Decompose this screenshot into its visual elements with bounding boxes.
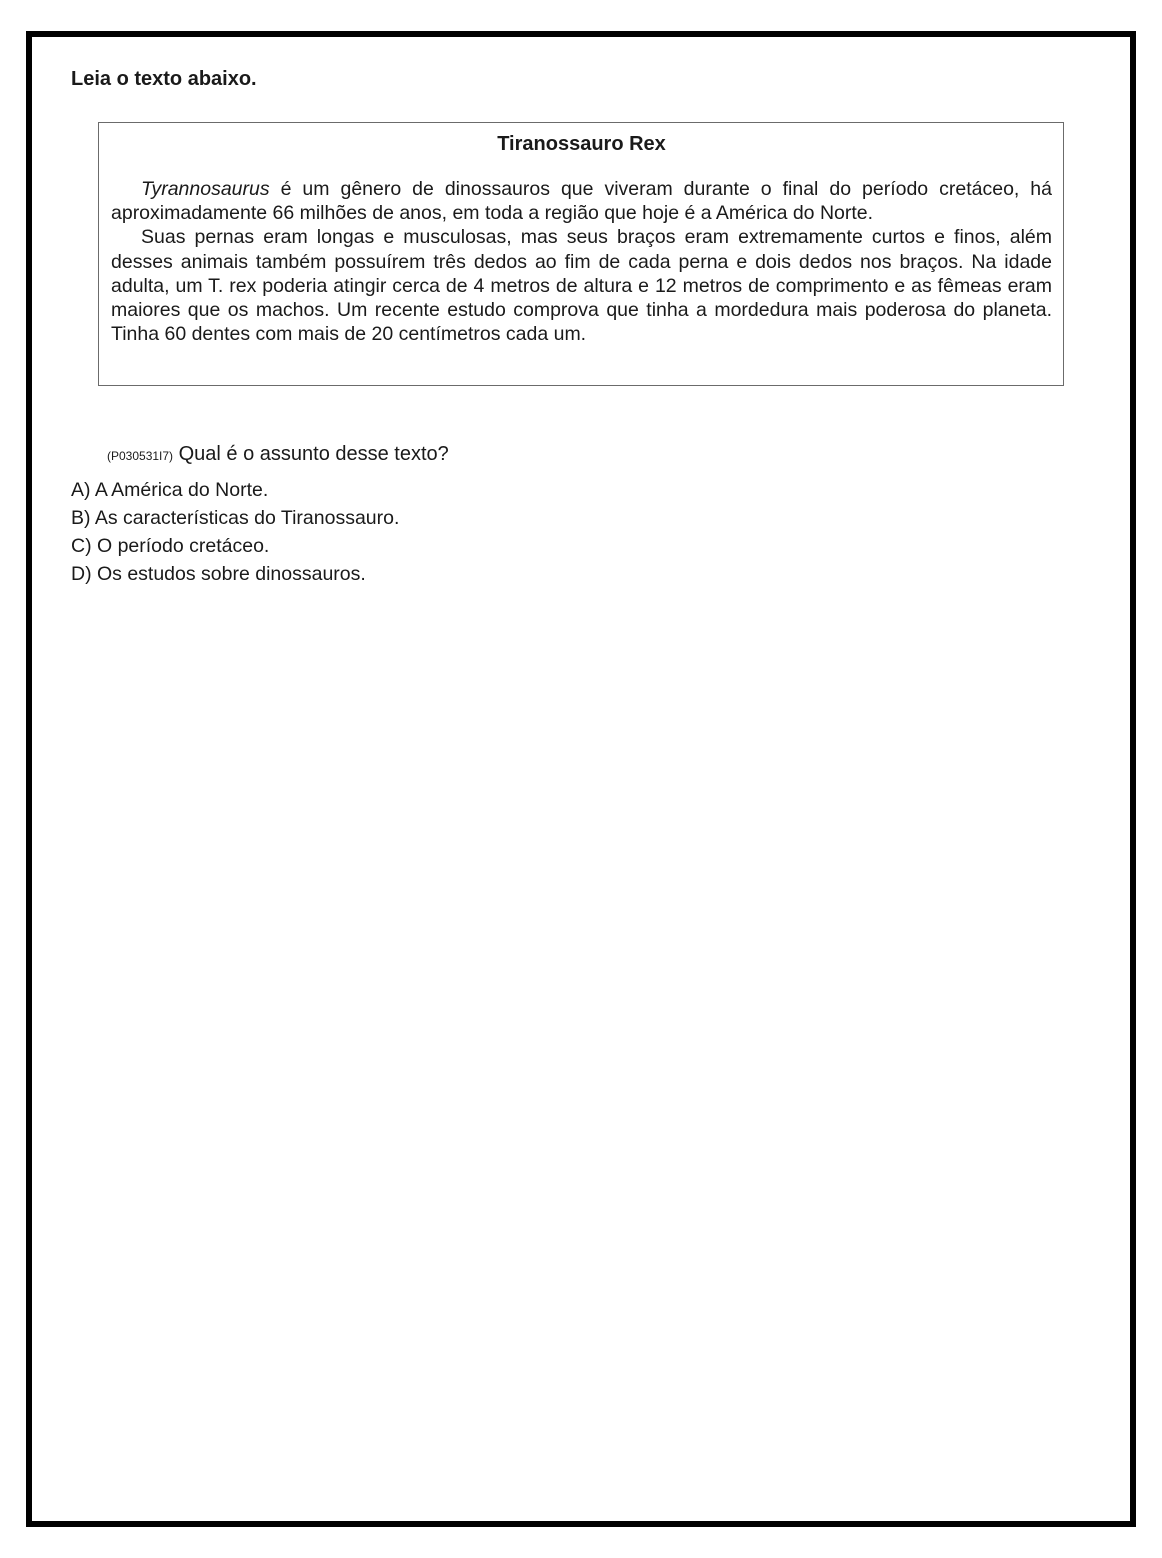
reading-text-box [98,122,1064,386]
text-title: Tiranossauro Rex [497,133,666,155]
option-d[interactable]: D) Os estudos sobre dinossauros. [71,563,366,585]
option-b[interactable]: B) As características do Tiranossauro. [71,507,400,529]
answer-options [71,476,399,588]
text-paragraph-1 [111,177,1052,225]
genus-name: Tyrannosaurus [141,178,270,200]
paragraph-1-body: é um gênero de dinossauros que viveram durante o final do período cretáceo, há aproximadamente 66 milhões de anos, em toda a região que hoje é a América do Norte. [111,178,1052,225]
text-paragraph-2: Suas pernas eram longas e musculosas, mas seus braços eram extremamente curtos e finos, além desses animais também possuírem três dedos ao fim de cada perna e dois dedos nos braços. Na idade adulta, um T. rex poderia atingir cerca de 4 metros de altura e 12 metros de comprimento e as fêmeas eram maiores que os machos. Um recente estudo comprova que tinha a mordedura mais poderosa do planeta. Tinha 60 dentes com mais de 20 centímetros cada um. [111,226,1052,346]
question [107,441,449,469]
question-prompt: Qual é o assunto desse texto? [178,443,449,465]
question-code: (P030531I7) [107,449,174,463]
option-c[interactable]: C) O período cretáceo. [71,535,270,557]
option-a[interactable]: A) A América do Norte. [71,479,269,501]
instruction-heading: Leia o texto abaixo. [71,68,257,90]
